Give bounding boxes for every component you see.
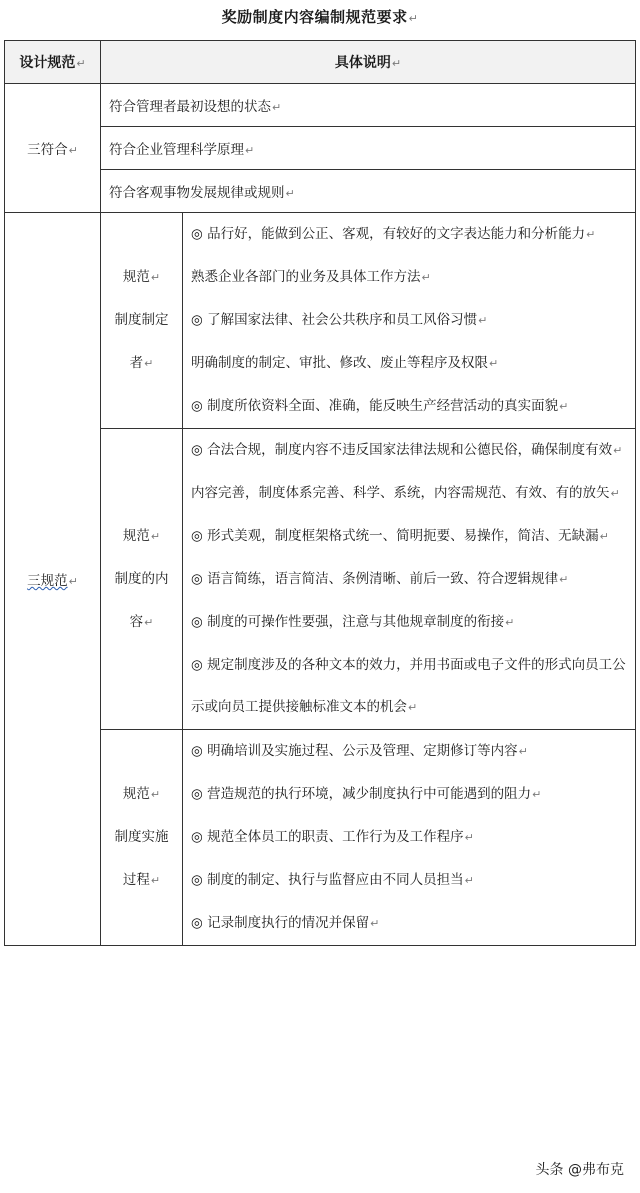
list-item: ◎ 规定制度涉及的各种文本的效力，并用书面或电子文件的形式向员工公示或向员工提供接触标准文本的机会↵ xyxy=(191,657,626,715)
subcategory-label: 规范↵ 制度实施 过程↵ xyxy=(101,730,183,946)
table-row xyxy=(5,213,636,429)
list-item: ◎ 营造规范的执行环境，减少制度执行中可能遇到的阻力↵ xyxy=(191,786,542,802)
list-item: ◎ 记录制度执行的情况并保留↵ xyxy=(191,915,380,931)
category-sanfuhe: 三符合↵ xyxy=(5,84,101,213)
list-item: ◎ 制度的制定、执行与监督应由不同人员担当↵ xyxy=(191,872,474,888)
subcategory-details xyxy=(183,213,636,429)
header-details: 具体说明↵ xyxy=(101,41,636,84)
subcategory-label: 规范↵ 制度的内 容↵ xyxy=(101,429,183,730)
subcategory-label: 规范↵ 制度制定 者↵ xyxy=(101,213,183,429)
list-item: ◎ 制度所依资料全面、准确，能反映生产经营活动的真实面貌↵ xyxy=(191,398,569,414)
header-design-spec: 设计规范↵ xyxy=(5,41,101,84)
subcategory-details xyxy=(183,429,636,730)
category-sanguifan: 三规范↵ xyxy=(5,213,101,946)
list-item: 符合客观事物发展规律或规则↵ xyxy=(101,170,636,213)
list-item: ◎ 了解国家法律、社会公共秩序和员工风俗习惯↵ xyxy=(191,312,488,328)
list-item: 符合管理者最初设想的状态↵ xyxy=(101,84,636,127)
document-title: 奖励制度内容编制规范要求↵ xyxy=(221,8,419,26)
list-item: ◎ 合法合规，制度内容不违反国家法律法规和公德民俗，确保制度有效↵ xyxy=(191,442,623,458)
list-item: ◎ 形式美观，制度框架格式统一、简明扼要、易操作，简洁、无缺漏↵ xyxy=(191,528,609,544)
table-row xyxy=(5,84,636,127)
header-row xyxy=(5,41,636,84)
watermark: 头条 @弗布克 xyxy=(534,1159,626,1179)
list-item: 明确制度的制定、审批、修改、废止等程序及权限↵ xyxy=(191,355,499,371)
list-item: ◎ 规范全体员工的职责、工作行为及工作程序↵ xyxy=(191,829,474,845)
list-item: ◎ 语言简练，语言简洁、条例清晰、前后一致、符合逻辑规律↵ xyxy=(191,571,569,587)
list-item: 内容完善，制度体系完善、科学、系统，内容需规范、有效、有的放矢↵ xyxy=(191,485,620,501)
subcategory-details xyxy=(183,730,636,946)
list-item: ◎ 品行好，能做到公正、客观，有较好的文字表达能力和分析能力↵ xyxy=(191,226,596,242)
spec-table xyxy=(4,40,636,946)
list-item: ◎ 明确培训及实施过程、公示及管理、定期修订等内容↵ xyxy=(191,743,528,759)
list-item: ◎ 制度的可操作性要强，注意与其他规章制度的衔接↵ xyxy=(191,614,515,630)
list-item: 熟悉企业各部门的业务及具体工作方法↵ xyxy=(191,269,431,285)
list-item: 符合企业管理科学原理↵ xyxy=(101,127,636,170)
